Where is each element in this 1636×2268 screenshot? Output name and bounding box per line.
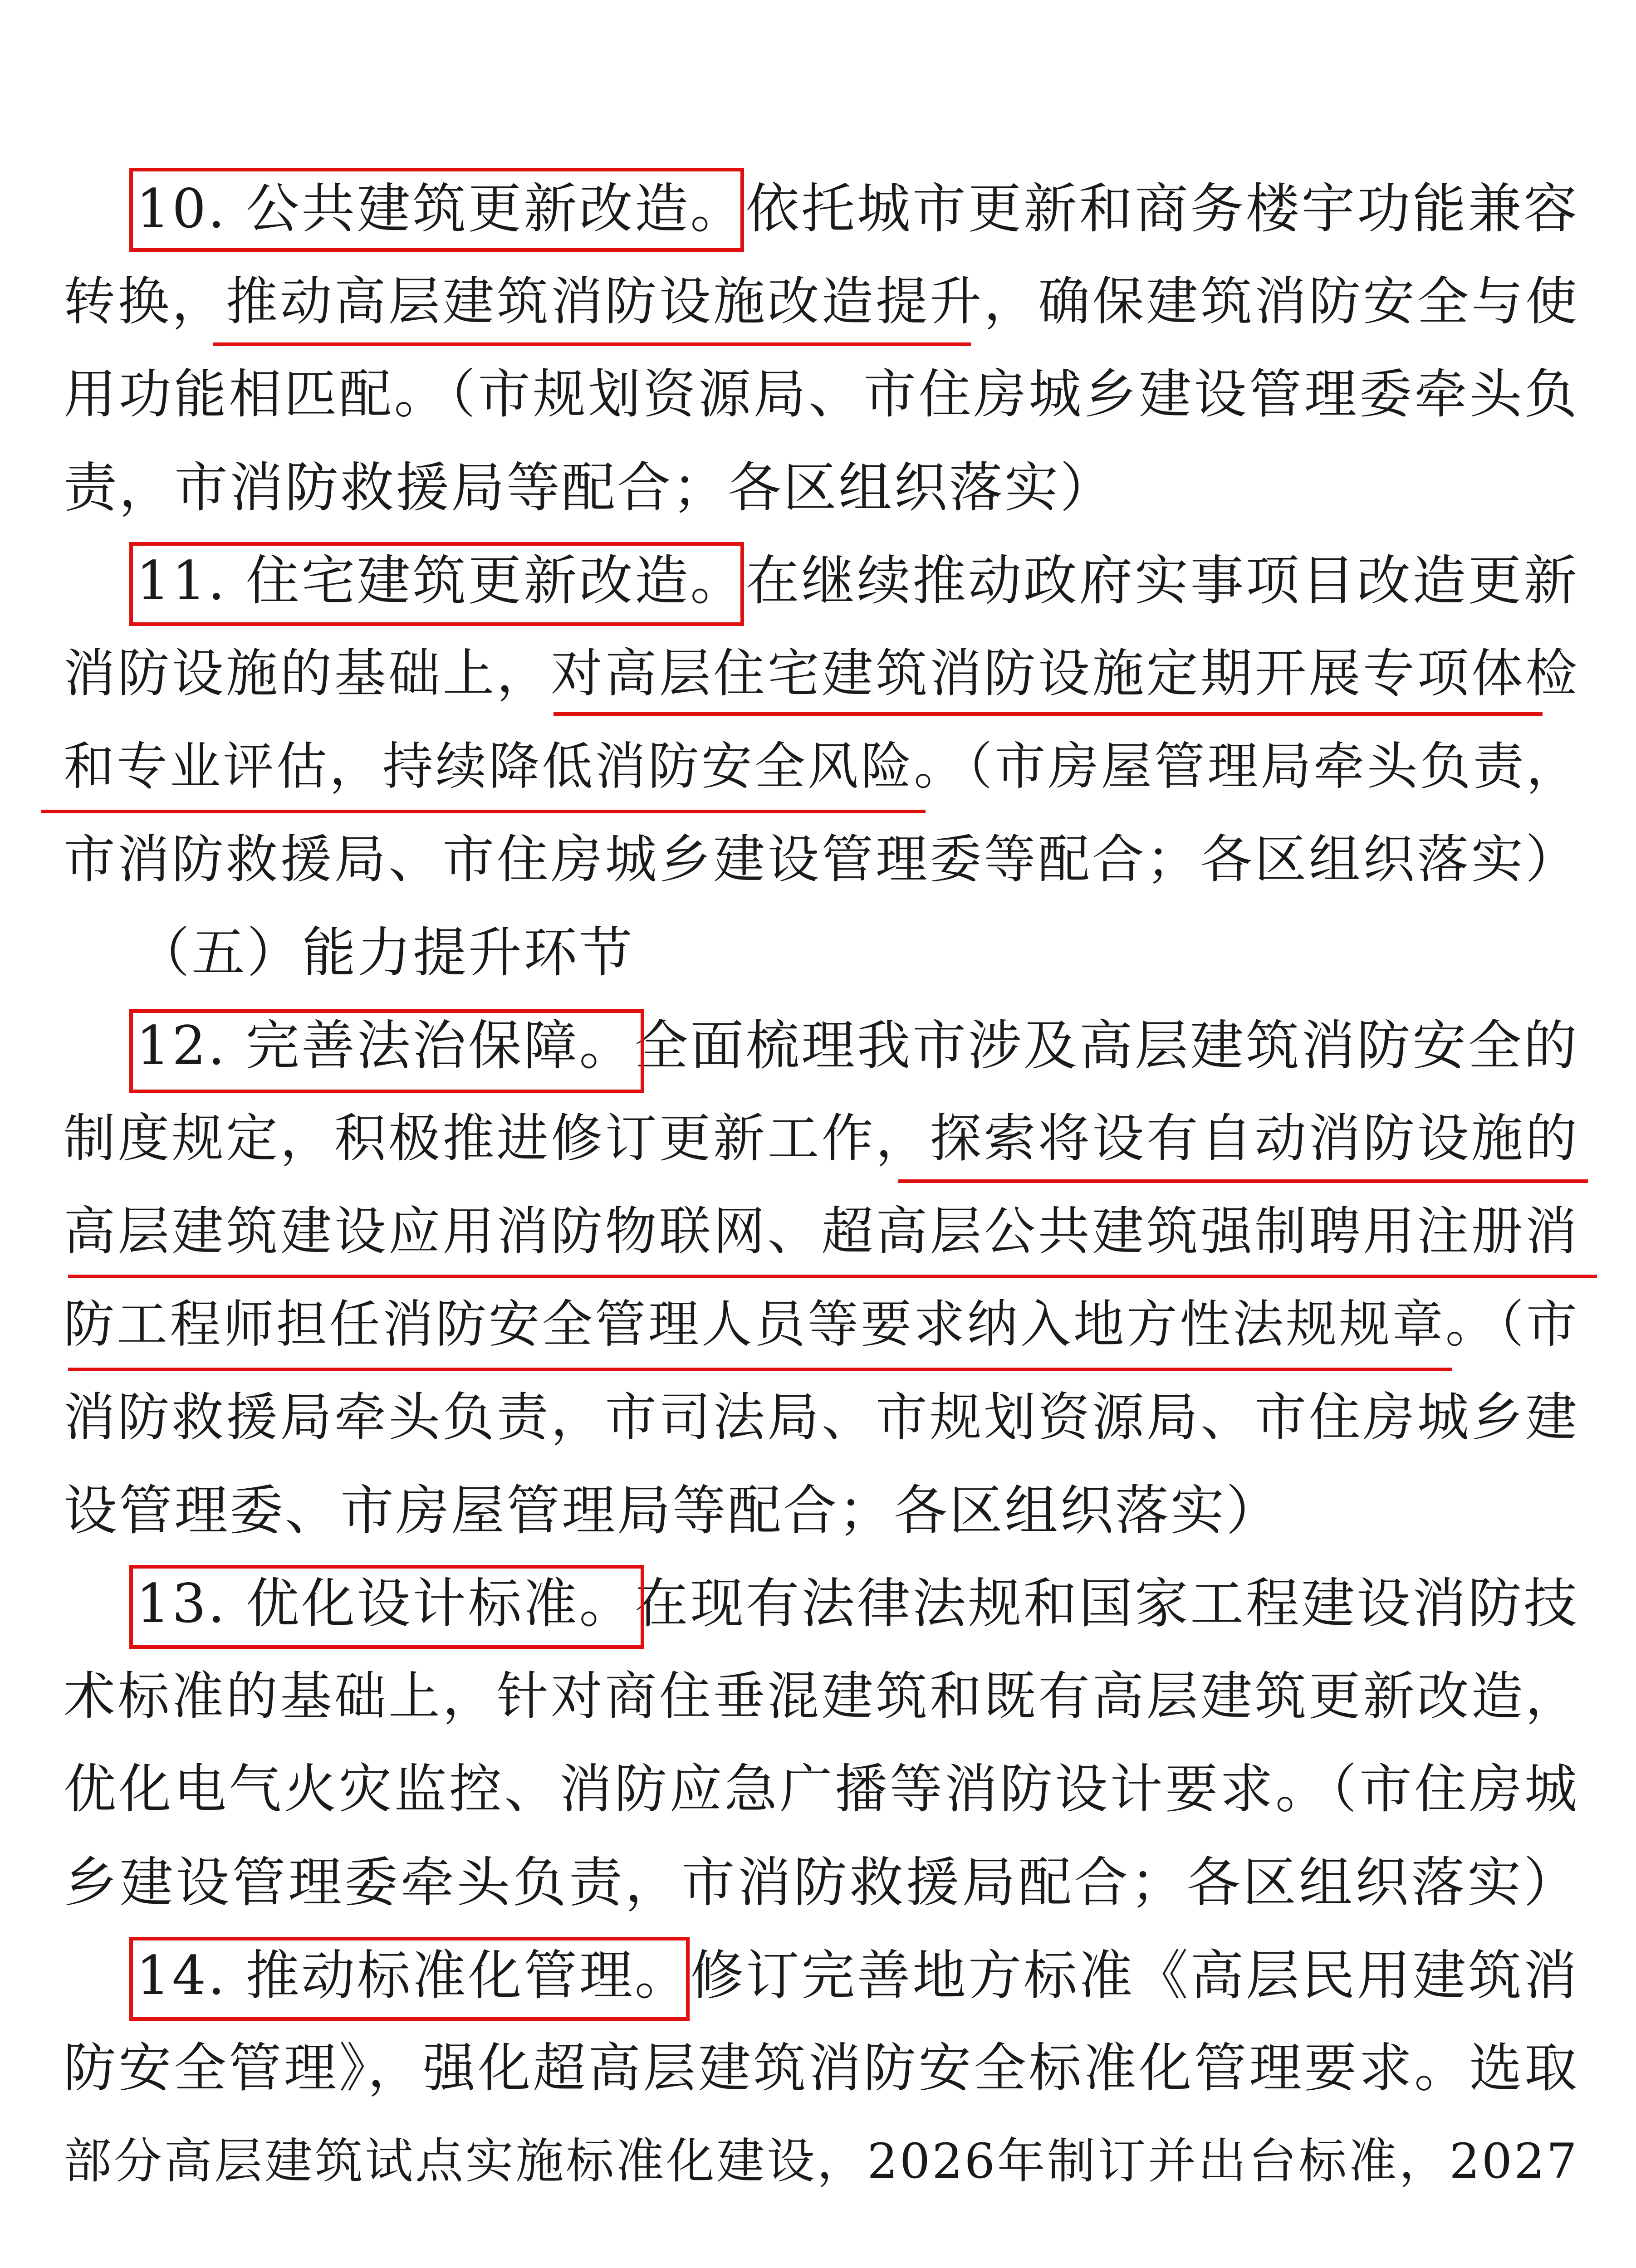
highlight-box <box>129 1565 644 1649</box>
underline-mark <box>68 1368 1452 1371</box>
underline-mark <box>898 1179 1588 1183</box>
highlight-box <box>129 168 744 252</box>
text-line: 用功能相匹配。（市规划资源局、市住房城乡建设管理委牵头负 <box>64 364 1579 425</box>
text-line: 转换，推动高层建筑消防设施改造提升，确保建筑消防安全与使 <box>64 271 1579 332</box>
text-line: 责，市消防救援局等配合；各区组织落实） <box>64 456 1116 519</box>
text-line: 12. 完善法治保障。全面梳理我市涉及高层建筑消防安全的 <box>136 1014 1579 1077</box>
text-line: 乡建设管理委牵头负责，市消防救援局配合；各区组织落实） <box>64 1851 1579 1914</box>
text-line: 优化电气火灾监控、消防应急广播等消防设计要求。（市住房城 <box>64 1759 1579 1820</box>
text-line: 消防设施的基础上，对高层住宅建筑消防设施定期开展专项体检 <box>64 643 1579 704</box>
text-line: 10. 公共建筑更新改造。依托城市更新和商务楼宇功能兼容 <box>136 177 1579 240</box>
highlight-box <box>129 542 744 626</box>
highlight-box <box>129 1937 690 2021</box>
text-line: 设管理委、市房屋管理局等配合；各区组织落实） <box>64 1479 1282 1542</box>
text-line: 高层建筑建设应用消防物联网、超高层公共建筑强制聘用注册消 <box>64 1201 1579 1261</box>
text-line: 部分高层建筑试点实施标准化建设，2026年制订并出台标准，2027 <box>64 2133 1579 2189</box>
text-line: 和专业评估，持续降低消防安全风险。（市房屋管理局牵头负责， <box>64 737 1579 796</box>
text-line: 11. 住宅建筑更新改造。在继续推动政府实事项目改造更新 <box>136 549 1579 612</box>
underline-mark <box>68 1275 1597 1278</box>
text-line: 14. 推动标准化管理。修订完善地方标准《高层民用建筑消 <box>136 1944 1579 2007</box>
text-line: 13. 优化设计标准。在现有法律法规和国家工程建设消防技 <box>136 1572 1579 1635</box>
text-line: 防安全管理》，强化超高层建筑消防安全标准化管理要求。选取 <box>64 2038 1579 2099</box>
text-line: 术标准的基础上，针对商住垂混建筑和既有高层建筑更新改造， <box>64 1666 1579 1726</box>
highlight-box <box>129 1009 644 1093</box>
underline-mark <box>553 712 1543 716</box>
section-heading: （五）能力提升环节 <box>136 921 635 984</box>
text-line: 市消防救援局、市住房城乡建设管理委等配合；各区组织落实） <box>64 829 1579 890</box>
text-line: 制度规定，积极推进修订更新工作，探索将设有自动消防设施的 <box>64 1108 1579 1168</box>
text-line: 消防救援局牵头负责，市司法局、市规划资源局、市住房城乡建 <box>64 1387 1579 1447</box>
underline-mark <box>213 342 971 346</box>
text-line: 防工程师担任消防安全管理人员等要求纳入地方性法规规章。（市 <box>64 1295 1579 1354</box>
underline-mark <box>41 810 926 813</box>
